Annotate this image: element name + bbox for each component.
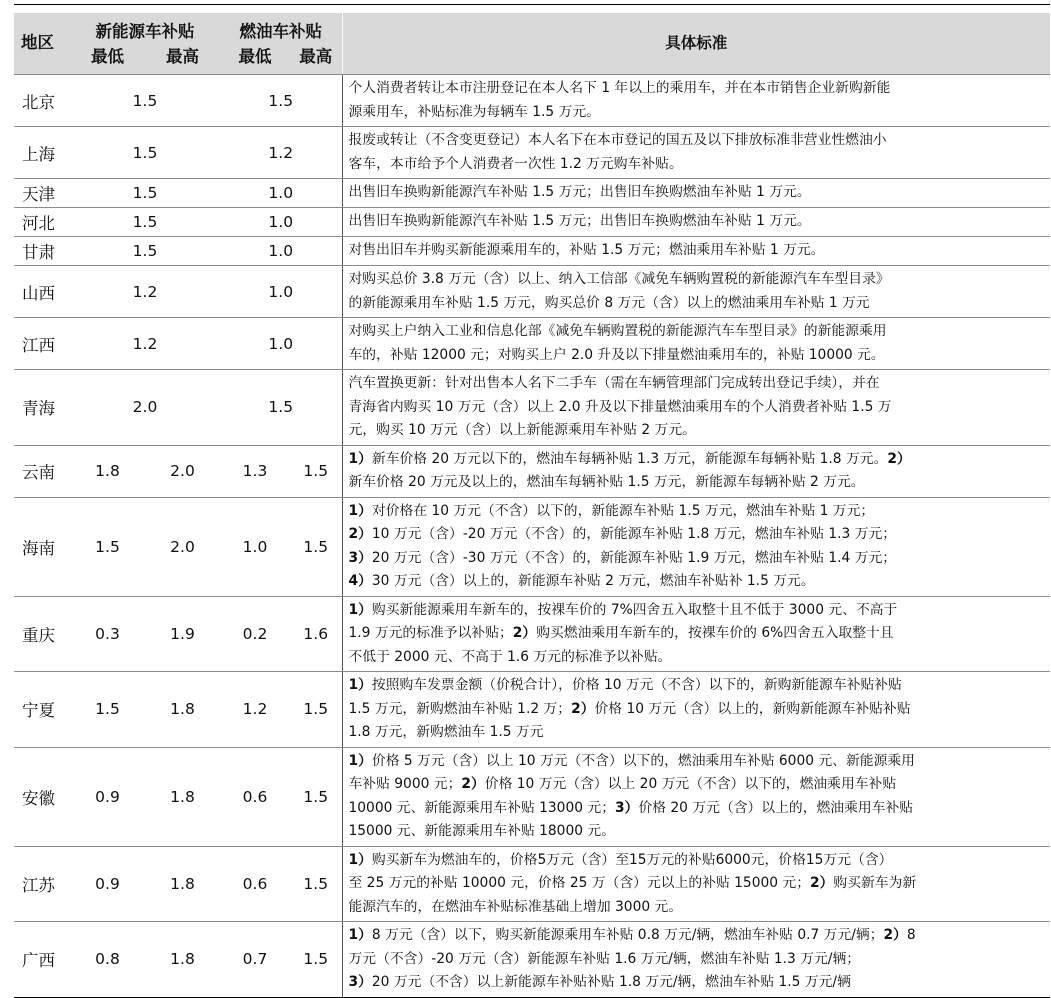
table-row (14, 266, 1050, 318)
fuel-min-cell: 0.7 (220, 922, 290, 998)
region-cell: 山西 (14, 266, 70, 318)
description-line: 1）购买新车为燃油车的，价格5万元（含）至15万元的补贴6000元，价格15万元（含） (348, 851, 893, 868)
description-cell (342, 672, 1050, 748)
description-cell (342, 208, 1050, 237)
new-energy-max-cell: 1.8 (145, 846, 220, 922)
new-energy-max-cell: 1.8 (145, 672, 220, 748)
table-body (14, 75, 1050, 998)
description-line: 新车价格 20 万元及以上的，燃油车每辆补贴 1.5 万元，新能源车每辆补贴 2 万元。 (348, 474, 865, 490)
table-row (14, 75, 1050, 127)
fuel-subsidy-cell: 1.0 (220, 179, 342, 208)
description-line: 1）对价格在 10 万元（不含）以下的，新能源车补贴 1.5 万元，燃油车补贴 1 万元； (348, 502, 875, 519)
table-row (14, 672, 1050, 748)
description-line: 10000 元、新能源乘用车补贴 13000 元；3）价格 20 万元（含）以上的，燃油乘用车补贴 (348, 799, 914, 816)
table-row (14, 237, 1050, 266)
description-line: 出售旧车换购新能源汽车补贴 1.5 万元；出售旧车换购燃油车补贴 1 万元。 (348, 184, 811, 201)
description-line: 的新能源乘用车补贴 1.5 万元，购买总价 8 万元（含）以上的燃油乘用车补贴 1 万元 (348, 294, 870, 311)
header-ne-max: 最高 (145, 45, 220, 75)
new-energy-max-cell: 1.8 (145, 922, 220, 998)
description-line: 源乘用车，补贴标准为每辆车 1.5 万元。 (348, 103, 600, 120)
region-cell: 重庆 (14, 596, 70, 672)
header-fuel: 燃油车补贴 (220, 13, 342, 45)
top-rule (14, 4, 1050, 5)
fuel-min-cell: 1.2 (220, 672, 290, 748)
table-row (14, 127, 1050, 179)
description-line: 元，购买 10 万元（含）以上新能源乘用车补贴 2 万元。 (348, 422, 696, 438)
table-header (14, 13, 1050, 75)
region-cell: 青海 (14, 370, 70, 446)
description-line: 至 25 万元的补贴 10000 元，价格 25 万（含）元以上的补贴 15000 元；2）购买新车为新 (348, 875, 917, 891)
description-cell (342, 497, 1050, 596)
header-region: 地区 (14, 13, 70, 75)
description-line: 1）8 万元（含）以下，购买新能源乘用车补贴 0.8 万元/辆，燃油车补贴 0.7 万元/辆；2）8 (348, 927, 916, 943)
fuel-min-cell: 1.3 (220, 445, 290, 497)
fuel-min-cell: 1.0 (220, 497, 290, 596)
new-energy-max-cell: 2.0 (145, 445, 220, 497)
region-cell: 江西 (14, 318, 70, 370)
description-cell (342, 266, 1050, 318)
new-energy-min-cell: 0.8 (70, 922, 145, 998)
description-line: 1）按照购车发票金额（价税合计），价格 10 万元（不含）以下的，新购新能源车补贴补贴 (348, 677, 902, 693)
fuel-max-cell: 1.5 (290, 846, 342, 922)
description-cell (342, 179, 1050, 208)
description-cell (342, 846, 1050, 922)
description-cell (342, 318, 1050, 370)
description-line: 客车，本市给予个人消费者一次性 1.2 万元购车补贴。 (348, 155, 683, 172)
description-line: 15000 元、新能源乘用车补贴 18000 元。 (348, 823, 615, 839)
table-row (14, 445, 1050, 497)
fuel-min-cell: 0.6 (220, 846, 290, 922)
new-energy-subsidy-cell: 1.5 (70, 127, 220, 179)
description-line: 2）10 万元（含）-20 万元（不含）的，新能源车补贴 1.8 万元，燃油车补贴 1.3 万元； (348, 526, 897, 542)
region-cell: 安徽 (14, 747, 70, 846)
table-row (14, 922, 1050, 998)
region-cell: 江苏 (14, 846, 70, 922)
region-cell: 上海 (14, 127, 70, 179)
fuel-subsidy-cell: 1.5 (220, 370, 342, 446)
table-row (14, 179, 1050, 208)
region-cell: 广西 (14, 922, 70, 998)
description-line: 1.9 万元的标准予以补贴；2）购买燃油乘用车新车的，按裸车价的 6%四舍五入取整十且 (348, 625, 894, 641)
fuel-max-cell: 1.5 (290, 922, 342, 998)
region-cell: 河北 (14, 208, 70, 237)
table-row (14, 596, 1050, 672)
description-line: 报废或转让（不含变更登记）本人名下在本市登记的国五及以下排放标准非营业性燃油小 (348, 132, 887, 148)
fuel-max-cell: 1.6 (290, 596, 342, 672)
header-new-energy: 新能源车补贴 (70, 13, 220, 45)
new-energy-min-cell: 0.9 (70, 747, 145, 846)
fuel-subsidy-cell: 1.0 (220, 266, 342, 318)
new-energy-max-cell: 2.0 (145, 497, 220, 596)
description-line: 1）价格 5 万元（含）以上 10 万元（不含）以下的，燃油乘用车补贴 6000 元、新能源乘用 (348, 752, 915, 769)
description-line: 1.5 万元，新购燃油车补贴 1.2 万；2）价格 10 万元（含）以上的，新购新能源车补贴补贴 (348, 700, 911, 717)
description-line: 万元（不含）-20 万元（含）新能源车补贴 1.6 万元/辆，燃油车补贴 1.3 万元/辆； (348, 950, 861, 967)
description-line: 青海省内购买 10 万元（含）以上 2.0 升及以下排量燃油乘用车的个人消费者补贴 1.5 万 (348, 398, 892, 415)
fuel-subsidy-cell: 1.2 (220, 127, 342, 179)
fuel-subsidy-cell: 1.0 (220, 318, 342, 370)
region-cell: 云南 (14, 445, 70, 497)
fuel-max-cell: 1.5 (290, 672, 342, 748)
new-energy-min-cell: 1.8 (70, 445, 145, 497)
fuel-max-cell: 1.5 (290, 497, 342, 596)
description-line: 出售旧车换购新能源汽车补贴 1.5 万元；出售旧车换购燃油车补贴 1 万元。 (348, 213, 811, 230)
description-line: 不低于 2000 元、不高于 1.6 万元的标准予以补贴。 (348, 648, 672, 665)
description-cell (342, 75, 1050, 127)
description-line: 对售出旧车并购买新能源乘用车的，补贴 1.5 万元；燃油乘用车补贴 1 万元。 (348, 242, 825, 259)
new-energy-subsidy-cell: 2.0 (70, 370, 220, 446)
fuel-max-cell: 1.5 (290, 445, 342, 497)
subsidy-table (14, 13, 1050, 998)
description-line: 1）新车价格 20 万元以下的，燃油车每辆补贴 1.3 万元，新能源车每辆补贴 1.8 万元。2） (348, 450, 911, 467)
header-fuel-max: 最高 (290, 45, 342, 75)
fuel-min-cell: 0.6 (220, 747, 290, 846)
description-line: 汽车置换更新：针对出售本人名下二手车（需在车辆管理部门完成转出登记手续），并在 (348, 375, 880, 391)
new-energy-subsidy-cell: 1.2 (70, 318, 220, 370)
description-line: 4）30 万元（含）以上的，新能源车补贴 2 万元，燃油车补贴补 1.5 万元。 (348, 573, 815, 589)
new-energy-subsidy-cell: 1.5 (70, 208, 220, 237)
new-energy-subsidy-cell: 1.5 (70, 179, 220, 208)
region-cell: 北京 (14, 75, 70, 127)
description-cell (342, 237, 1050, 266)
fuel-subsidy-cell: 1.0 (220, 237, 342, 266)
table-row (14, 208, 1050, 237)
description-line: 能源汽车的，在燃油车补贴标准基础上增加 3000 元。 (348, 898, 683, 915)
new-energy-min-cell: 1.5 (70, 497, 145, 596)
fuel-subsidy-cell: 1.5 (220, 75, 342, 127)
description-line: 车补贴 9000 元；2）价格 10 万元（含）以上 20 万元（不含）以下的，燃油乘用车补贴 (348, 776, 897, 792)
fuel-max-cell: 1.5 (290, 747, 342, 846)
description-line: 3）20 万元（不含）以上新能源车补贴补贴 1.8 万元/辆，燃油车补贴 1.5 万元/辆 (348, 974, 851, 990)
region-cell: 海南 (14, 497, 70, 596)
description-line: 对购买上户纳入工业和信息化部《减免车辆购置税的新能源汽车车型目录》的新能源乘用 (348, 323, 887, 339)
header-ne-min: 最低 (70, 45, 145, 75)
table-row (14, 747, 1050, 846)
description-line: 车的，补贴 12000 元；对购买上户 2.0 升及以下排量燃油乘用车的，补贴 10000 元。 (348, 346, 885, 363)
table-row (14, 497, 1050, 596)
table-row (14, 370, 1050, 446)
region-cell: 天津 (14, 179, 70, 208)
table-row (14, 318, 1050, 370)
description-cell (342, 445, 1050, 497)
table-row (14, 846, 1050, 922)
new-energy-subsidy-cell: 1.2 (70, 266, 220, 318)
description-cell (342, 747, 1050, 846)
description-cell (342, 922, 1050, 998)
fuel-min-cell: 0.2 (220, 596, 290, 672)
new-energy-max-cell: 1.8 (145, 747, 220, 846)
description-line: 对购买总价 3.8 万元（含）以上、纳入工信部《减免车辆购置税的新能源汽车车型目录》 (348, 271, 890, 287)
region-cell: 宁夏 (14, 672, 70, 748)
new-energy-max-cell: 1.9 (145, 596, 220, 672)
region-cell: 甘肃 (14, 237, 70, 266)
new-energy-min-cell: 1.5 (70, 672, 145, 748)
new-energy-subsidy-cell: 1.5 (70, 75, 220, 127)
new-energy-min-cell: 0.3 (70, 596, 145, 672)
description-cell (342, 370, 1050, 446)
new-energy-subsidy-cell: 1.5 (70, 237, 220, 266)
fuel-subsidy-cell: 1.0 (220, 208, 342, 237)
header-description: 具体标准 (342, 13, 1050, 75)
description-line: 3）20 万元（含）-30 万元（不含）的，新能源车补贴 1.9 万元，燃油车补贴 1.4 万元； (348, 549, 897, 566)
description-line: 个人消费者转让本市注册登记在本人名下 1 年以上的乘用车，并在本市销售企业新购新能 (348, 80, 891, 96)
description-line: 1.8 万元，新购燃油车 1.5 万元 (348, 724, 544, 740)
description-cell (342, 127, 1050, 179)
new-energy-min-cell: 0.9 (70, 846, 145, 922)
description-cell (342, 596, 1050, 672)
header-fuel-min: 最低 (220, 45, 290, 75)
description-line: 1）购买新能源乘用车新车的，按裸车价的 7%四舍五入取整十且不低于 3000 元、不高于 (348, 601, 898, 618)
